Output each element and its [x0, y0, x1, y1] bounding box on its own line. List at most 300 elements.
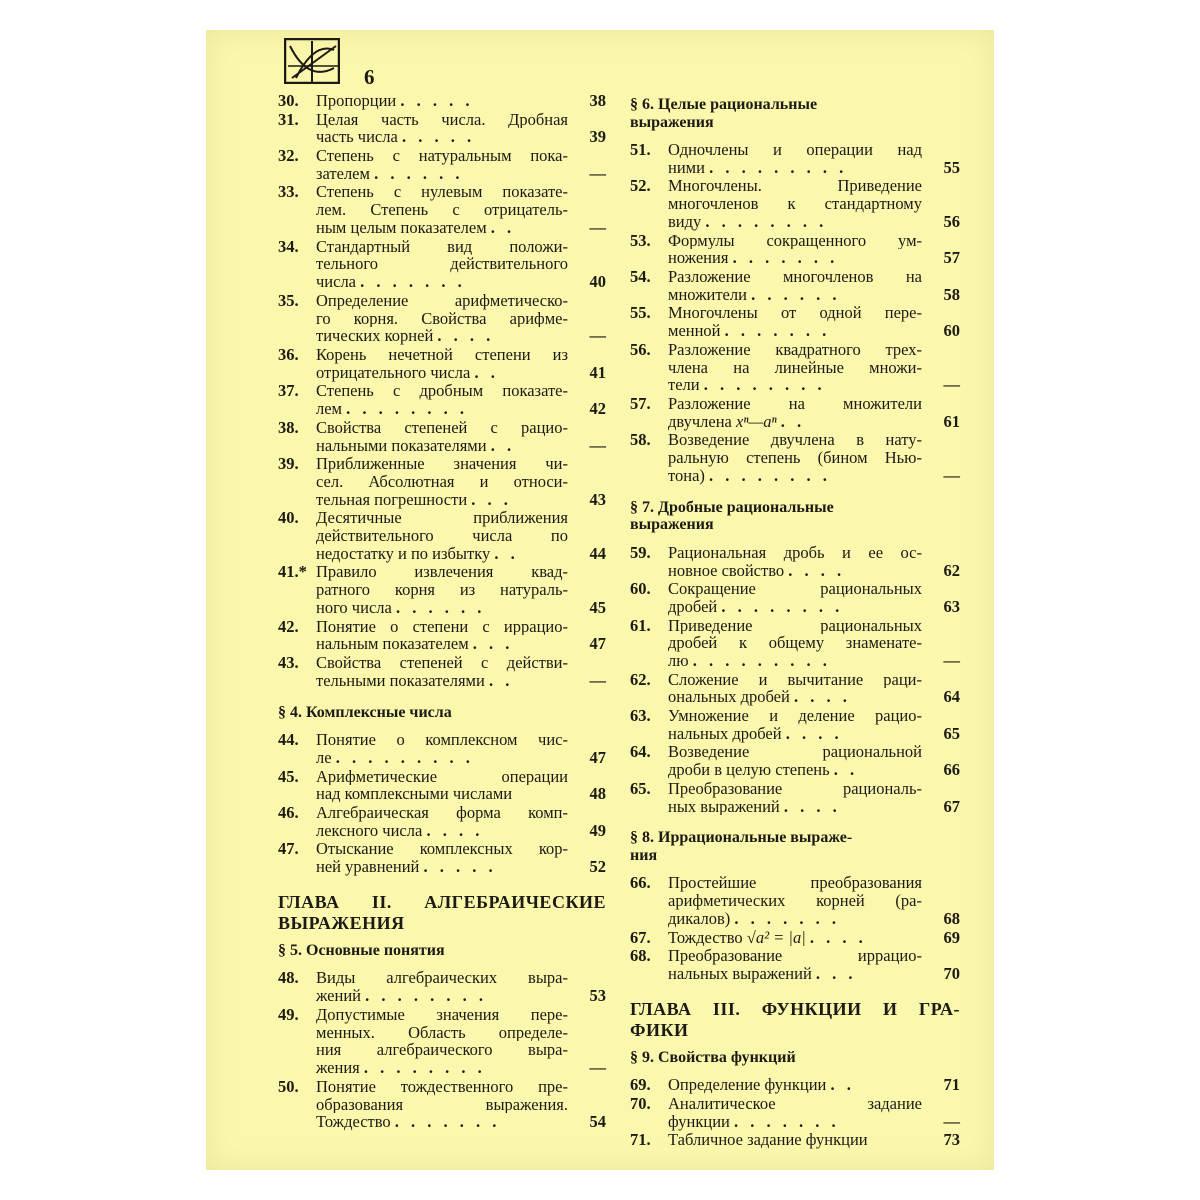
entry-title	[668, 1131, 922, 1149]
leader-dots: . .	[474, 363, 499, 382]
entry-title-line: Допустимые значения пере-	[316, 1005, 568, 1024]
entry-page-number: 61	[943, 411, 960, 431]
toc-entry	[630, 268, 960, 304]
entry-number: 62.	[630, 669, 651, 689]
toc-entry	[630, 304, 960, 340]
entry-number: 39.	[278, 454, 299, 474]
entry-title-line: Отыскание комплексных кор-	[316, 840, 568, 859]
entry-title-line: дикалов) . . . . . . .	[668, 910, 840, 928]
entry-number: 40.	[278, 508, 299, 528]
entry-title	[316, 731, 568, 767]
entry-title	[668, 707, 922, 743]
leader-dots: . . . . . . .	[360, 273, 466, 291]
entry-page-number: —	[589, 670, 606, 690]
section-heading	[278, 942, 606, 960]
entry-number: 43.	[278, 653, 299, 673]
entry-number: 64.	[630, 742, 651, 762]
chapter-heading	[278, 892, 606, 934]
entry-title-line: ле . . . . . . . . .	[316, 748, 474, 767]
entry-title	[316, 382, 568, 418]
entry-title	[316, 147, 568, 183]
entry-title-line: ральную степень (бином Нью-	[668, 449, 922, 467]
entry-title-line: нальных выражений . . .	[668, 965, 857, 983]
entry-number: 53.	[630, 230, 651, 250]
entry-number: 63.	[630, 706, 651, 726]
entry-page-number: 43	[589, 489, 606, 509]
entry-page-number: 57	[943, 248, 960, 268]
entry-title-line: часть числа . . . . .	[316, 128, 476, 147]
toc-entry	[278, 419, 606, 455]
entry-page-number: —	[943, 375, 960, 395]
entry-title-line: виду . . . . . . . .	[668, 212, 828, 231]
entry-number: 31.	[278, 109, 299, 129]
entry-title-line: Корень нечетной степени из	[316, 345, 568, 364]
toc-entry	[630, 544, 960, 580]
entry-title	[668, 544, 922, 580]
leader-dots: . . . . . . . .	[346, 400, 468, 418]
entry-title	[668, 141, 922, 177]
leader-dots: . . . .	[788, 561, 846, 580]
section-heading-line: ния	[630, 846, 658, 864]
entry-title-line: числа . . . . . . .	[316, 273, 466, 291]
entry-page-number: —	[943, 1111, 960, 1131]
entry-page-number: 54	[589, 1112, 606, 1132]
entry-title	[316, 92, 568, 110]
entry-page-number: 60	[943, 321, 960, 341]
toc-entry	[278, 654, 606, 690]
entry-title-line: ным целым показателем . .	[316, 218, 516, 237]
entry-title-line: тельными показателями . .	[316, 671, 514, 690]
toc-entry	[278, 840, 606, 876]
entry-page-number: 67	[943, 796, 960, 816]
toc-entry	[278, 563, 606, 616]
toc-entry	[278, 346, 606, 382]
entry-title-line: образования выражения.	[316, 1095, 568, 1114]
chapter-heading-line: ГЛАВА II. АЛГЕБРАИЧЕСКИЕ	[278, 891, 606, 912]
entry-title	[316, 419, 568, 455]
entry-number: 41.*	[278, 562, 307, 582]
entry-page-number: 63	[943, 596, 960, 616]
leader-dots: . . . . . . .	[734, 910, 840, 928]
entry-title-line: менных. Область определе-	[316, 1023, 568, 1042]
entry-title-line: жения . . . . . . . .	[316, 1059, 486, 1077]
entry-title-line: двучлена xⁿ—aⁿ . .	[668, 412, 806, 431]
entry-title-line: Свойства степеней с рацио-	[316, 418, 568, 437]
book-page	[206, 30, 994, 1170]
section-heading	[278, 704, 606, 722]
toc-entry	[278, 92, 606, 110]
entry-title-line: тических корней . . . .	[316, 327, 495, 346]
entry-title	[668, 743, 922, 779]
entry-number: 58.	[630, 430, 651, 450]
entry-title	[316, 238, 568, 291]
toc-entry	[278, 509, 606, 562]
entry-page-number: —	[589, 163, 606, 183]
section-heading-line: § 6. Целые рациональные	[630, 96, 818, 113]
function-graph-logo-icon	[284, 38, 340, 84]
entry-title	[316, 1078, 568, 1131]
entry-title-line: новное свойство . . . .	[668, 561, 846, 580]
entry-page-number: 55	[943, 157, 960, 177]
entry-page-number: 47	[589, 634, 606, 654]
entry-title	[668, 874, 922, 927]
entry-title-line: Виды алгебраических выра-	[316, 969, 568, 988]
entry-title-line: нальным показателем . . .	[316, 635, 514, 654]
toc-entry	[630, 780, 960, 816]
section-heading-line: § 5. Основные понятия	[278, 941, 445, 959]
leader-dots: . .	[494, 544, 519, 563]
leader-dots: . . . . . . . . .	[335, 748, 474, 767]
leader-dots: . . . .	[785, 724, 843, 743]
entry-page-number: 45	[589, 598, 606, 618]
section-heading	[630, 96, 960, 131]
entry-title-line: ных выражений . . . .	[668, 797, 841, 816]
entry-title	[668, 431, 922, 484]
toc-entry	[630, 232, 960, 268]
entry-page-number: 44	[589, 543, 606, 563]
toc-entry	[630, 671, 960, 707]
entry-title-line: Преобразование иррацио-	[668, 947, 922, 966]
entry-title-line: Простейшие преобразования	[668, 874, 922, 893]
entry-page-number: 62	[943, 560, 960, 580]
chapter-heading-line: ФИКИ	[630, 1019, 689, 1040]
section-heading-line: § 7. Дробные рациональные	[630, 498, 834, 516]
entry-number: 61.	[630, 615, 651, 635]
entry-title-line: Сокращение рациональных	[668, 580, 922, 598]
toc-entry	[630, 431, 960, 484]
toc-column-right	[630, 92, 960, 1150]
chapter-heading	[630, 999, 960, 1041]
entry-title-line: Свойства степеней с действи-	[316, 654, 568, 672]
toc-entry	[278, 618, 606, 654]
entry-page-number: 58	[943, 284, 960, 304]
entry-page-number: 53	[589, 986, 606, 1006]
leader-dots: . . . .	[426, 821, 484, 840]
entry-title-line: Аналитическое задание	[668, 1094, 922, 1113]
entry-number: 67.	[630, 927, 651, 947]
leader-dots: . .	[490, 436, 516, 455]
toc-entry	[630, 947, 960, 983]
leader-dots: . . . .	[809, 928, 867, 947]
entry-title-line: отрицательного числа . .	[316, 363, 499, 382]
leader-dots: . . . . . . . .	[363, 1059, 486, 1077]
entry-title-line: тельная погрешности . . .	[316, 490, 512, 509]
leader-dots: . . . . . . .	[732, 249, 839, 268]
entry-title-line: тона) . . . . . . . .	[668, 466, 831, 485]
entry-title-line: ними . . . . . . . . .	[668, 158, 848, 177]
leader-dots: . . . .	[793, 688, 851, 707]
entry-title-line: лем. Степень с отрицатель-	[316, 201, 568, 219]
entry-title-line: ратного корня из натураль-	[316, 581, 568, 600]
entry-title-line: Понятие о степени с иррацио-	[316, 617, 568, 636]
entry-title	[668, 671, 922, 707]
entry-number: 33.	[278, 182, 299, 202]
leader-dots: . . .	[472, 635, 514, 654]
leader-dots: . . . . .	[401, 128, 476, 147]
leader-dots: . . .	[471, 490, 512, 509]
entry-page-number: 40	[589, 272, 606, 292]
leader-dots: . . . . . .	[395, 599, 486, 617]
entry-title-line: Стандартный вид положи-	[316, 237, 568, 256]
entry-title-line: над комплексными числами	[316, 785, 513, 804]
toc-entry	[630, 743, 960, 779]
leader-dots: . . . . . . . .	[365, 987, 487, 1006]
toc-entry	[630, 1131, 960, 1149]
leader-dots: . . . . . .	[751, 285, 841, 304]
entry-title	[668, 580, 922, 616]
entry-number: 49.	[278, 1004, 299, 1024]
entry-page-number: 42	[589, 399, 606, 419]
entry-number: 47.	[278, 839, 299, 859]
entry-title-line: Понятие о комплексном чис-	[316, 731, 568, 749]
entry-number: 48.	[278, 968, 299, 988]
entry-title	[668, 1076, 922, 1094]
entry-number: 57.	[630, 393, 651, 413]
entry-number: 52.	[630, 176, 651, 196]
leader-dots: . . . . . . .	[724, 322, 831, 340]
entry-number: 46.	[278, 802, 299, 822]
entry-title-line: тели . . . . . . . .	[668, 376, 826, 395]
entry-number: 34.	[278, 236, 299, 256]
leader-dots: . .	[490, 218, 516, 237]
entry-page-number: 41	[589, 362, 606, 382]
entry-title-line: Пропорции . . . . .	[316, 92, 474, 110]
entry-title-line: Степень с дробным показате-	[316, 382, 568, 401]
entry-title	[316, 840, 568, 876]
leader-dots: . .	[780, 412, 806, 431]
entry-title-line: Правило извлечения квад-	[316, 563, 568, 582]
entry-page-number: 68	[943, 909, 960, 929]
entry-title-line: тельного действительного	[316, 255, 568, 274]
entry-title-line: лю . . . . . . . . .	[668, 652, 831, 670]
entry-number: 44.	[278, 730, 299, 750]
entry-title-line: сел. Абсолютная и относи-	[316, 472, 568, 491]
entry-number: 60.	[630, 579, 651, 599]
entry-title-line: зателем . . . . . .	[316, 164, 464, 183]
entry-title-line: Преобразование рациональ-	[668, 779, 922, 798]
leader-dots: . . . . . . . .	[721, 597, 844, 616]
entry-title	[316, 654, 568, 690]
toc-entry	[278, 731, 606, 767]
entry-title	[668, 617, 922, 670]
toc-entry	[630, 1076, 960, 1094]
leader-dots: . . . .	[783, 797, 841, 816]
toc-entry	[630, 141, 960, 177]
entry-title-line: го корня. Свойства арифме-	[316, 309, 568, 328]
entry-title-line: нальных дробей . . . .	[668, 724, 843, 743]
leader-dots: . . . . . . . .	[709, 466, 831, 485]
entry-title	[668, 1095, 922, 1131]
toc-entry	[630, 617, 960, 670]
toc-entry	[630, 1095, 960, 1131]
toc-entry	[630, 707, 960, 743]
entry-title	[668, 929, 922, 947]
entry-title-line: ональных дробей . . . .	[668, 688, 851, 707]
entry-number: 45.	[278, 766, 299, 786]
leader-dots: . . . .	[437, 327, 495, 346]
entry-title-line: функции . . . . . . .	[668, 1112, 840, 1131]
toc-entry	[278, 1006, 606, 1077]
entry-title-line: лем . . . . . . . .	[316, 400, 468, 418]
entry-page-number: —	[943, 651, 960, 671]
entry-page-number: 73	[943, 1130, 960, 1150]
leader-dots: . . . . . . .	[394, 1113, 501, 1132]
entry-title-line: многочленов к стандартному	[668, 195, 922, 213]
entry-title-line: Степень с натуральным пока-	[316, 146, 568, 165]
section-heading-line: § 4. Комплексные числа	[278, 703, 452, 721]
entry-title-line: дробей к общему знаменате-	[668, 634, 922, 653]
entry-title-line: Степень с нулевым показате-	[316, 183, 568, 202]
entry-number: 69.	[630, 1075, 651, 1095]
entry-title-line: ножения . . . . . . .	[668, 249, 839, 268]
entry-page-number: —	[943, 465, 960, 485]
entry-page-number: 48	[589, 784, 606, 804]
entry-title-line: арифметических корней (ра-	[668, 892, 922, 911]
entry-title-line: ней уравнений . . . . .	[316, 858, 497, 876]
entry-number: 70.	[630, 1093, 651, 1113]
entry-title-line: Арифметические операции	[316, 767, 568, 786]
entry-title-line: ного числа . . . . . .	[316, 599, 486, 617]
entry-number: 65.	[630, 778, 651, 798]
entry-title-line: Тождество . . . . . . .	[316, 1113, 501, 1132]
entry-page-number: 47	[589, 747, 606, 767]
entry-title-line: Разложение квадратного трех-	[668, 340, 922, 359]
entry-page-number: 56	[943, 211, 960, 231]
entry-title	[316, 969, 568, 1005]
entry-title	[316, 804, 568, 840]
entry-page-number: —	[589, 1058, 606, 1078]
page-number: 6	[364, 65, 375, 89]
entry-page-number: 38	[589, 91, 606, 110]
section-heading	[630, 829, 960, 864]
entry-page-number: 71	[943, 1075, 960, 1095]
entry-title-line: Определение функции . .	[668, 1076, 855, 1095]
entry-title-line: Десятичные приближения	[316, 509, 568, 528]
entry-title-line: Определение арифметическо-	[316, 291, 568, 310]
leader-dots: . . . . . . . .	[703, 376, 826, 395]
entry-title-line: Многочлены от одной пере-	[668, 304, 922, 323]
entry-title-line: нальными показателями . .	[316, 436, 516, 455]
entry-title-line: Возведение двучлена в нату-	[668, 431, 922, 450]
entry-number: 35.	[278, 290, 299, 310]
entry-number: 55.	[630, 303, 651, 323]
entry-title-line: Сложение и вычитание раци-	[668, 670, 922, 689]
entry-title-line: менной . . . . . . .	[668, 322, 831, 340]
toc-entry	[278, 804, 606, 840]
entry-title	[316, 618, 568, 654]
entry-title	[316, 768, 568, 804]
toc-column-left	[278, 92, 606, 1132]
entry-page-number: 70	[943, 964, 960, 984]
entry-page-number: 66	[943, 760, 960, 780]
entry-number: 68.	[630, 946, 651, 966]
entry-title	[316, 455, 568, 508]
entry-number: 56.	[630, 339, 651, 359]
entry-number: 71.	[630, 1130, 651, 1150]
entry-title	[668, 268, 922, 304]
entry-title-line: Табличное задание функции	[668, 1131, 868, 1150]
entry-title-line: недостатку и по избытку . .	[316, 544, 519, 563]
entry-number: 36.	[278, 344, 299, 364]
toc-entry	[278, 238, 606, 291]
toc-entry	[278, 455, 606, 508]
toc-entry	[630, 177, 960, 230]
entry-title	[668, 341, 922, 394]
entry-title-line: лексного числа . . . .	[316, 821, 484, 840]
entry-title-line: члена на линейные множи-	[668, 358, 922, 377]
entry-page-number: —	[589, 326, 606, 346]
entry-title	[316, 292, 568, 345]
entry-page-number: 64	[943, 687, 960, 707]
section-heading	[630, 1049, 960, 1067]
entry-title-line: ния алгебраического выра-	[316, 1041, 568, 1060]
toc-entry	[278, 147, 606, 183]
entry-number: 37.	[278, 381, 299, 401]
entry-title-line: Формулы сокращенного ум-	[668, 231, 922, 250]
entry-title-line: множители . . . . . .	[668, 285, 841, 304]
toc-entry	[630, 395, 960, 431]
leader-dots: . . . . .	[400, 92, 474, 110]
section-heading-line: выражения	[630, 113, 714, 131]
entry-title-line: Разложение на множители	[668, 394, 922, 413]
section-heading-line: § 9. Свойства функций	[630, 1048, 796, 1066]
entry-number: 30.	[278, 91, 299, 110]
leader-dots: . . .	[815, 965, 857, 983]
entry-page-number: 49	[589, 820, 606, 840]
entry-number: 66.	[630, 873, 651, 893]
entry-title-line: Разложение многочленов на	[668, 267, 922, 286]
toc-entry	[278, 292, 606, 345]
entry-title-line: Умножение и деление рацио-	[668, 707, 922, 725]
entry-page-number: 39	[589, 127, 606, 147]
toc-entry	[278, 183, 606, 236]
section-heading-line: § 8. Иррациональные выраже-	[630, 829, 853, 847]
entry-title-line: Рациональная дробь и ее ос-	[668, 543, 922, 562]
entry-title-line: Приближенные значения чи-	[316, 455, 568, 473]
entry-page-number: 69	[943, 927, 960, 947]
entry-number: 50.	[278, 1076, 299, 1096]
entry-page-number: —	[589, 217, 606, 237]
leader-dots: . .	[488, 671, 514, 690]
entry-title	[668, 395, 922, 431]
toc-entry	[630, 580, 960, 616]
entry-title	[316, 183, 568, 236]
entry-number: 32.	[278, 145, 299, 165]
entry-number: 51.	[630, 140, 651, 159]
entry-title-line: действительного числа по	[316, 527, 568, 545]
leader-dots: . . . . . . .	[734, 1112, 840, 1131]
entry-title-line: Алгебраическая форма комп-	[316, 803, 568, 822]
toc-entry	[630, 929, 960, 947]
leader-dots: . . . . .	[423, 858, 497, 876]
entry-page-number: —	[589, 435, 606, 455]
entry-title-line: Целая часть числа. Дробная	[316, 110, 568, 129]
toc-entry	[278, 969, 606, 1005]
entry-title	[668, 232, 922, 268]
toc-entry	[278, 768, 606, 804]
leader-dots: . .	[833, 761, 859, 780]
section-heading-line: выражения	[630, 516, 714, 534]
entry-title	[668, 304, 922, 340]
entry-number: 54.	[630, 266, 651, 286]
entry-title-line: Одночлены и операции над	[668, 141, 922, 159]
entry-title	[316, 346, 568, 382]
entry-formula: xⁿ—aⁿ	[736, 412, 777, 431]
entry-title	[316, 509, 568, 562]
toc-entry	[278, 1078, 606, 1131]
chapter-heading-line: ГЛАВА III. ФУНКЦИИ И ГРА-	[630, 998, 960, 1019]
entry-formula: √a² = |a|	[746, 928, 806, 947]
